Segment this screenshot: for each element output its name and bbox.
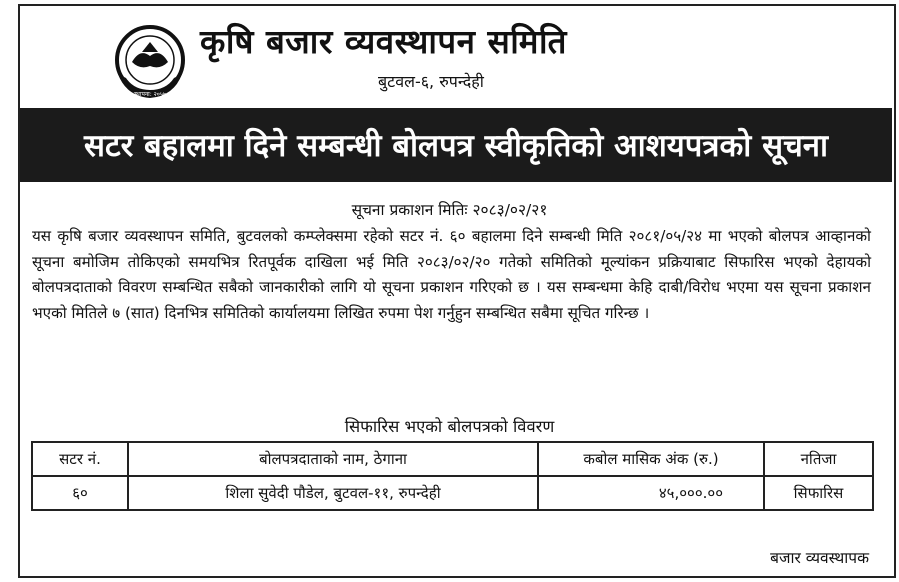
logo-year-text: स्थापना: २०५७ — [133, 91, 167, 98]
organization-name: कृषि बजार व्यवस्थापन समिति — [200, 22, 567, 61]
notice-title-banner — [20, 108, 892, 182]
cell-bidder-name: शिला सुवेदी पौडेल, बुटवल-११, रुपन्देही — [128, 476, 538, 510]
committee-seal-logo — [110, 22, 190, 102]
signature-title: बजार व्यवस्थापक — [770, 549, 869, 567]
publish-date: सूचना प्रकाशन मितिः २०८३/०२/२१ — [351, 201, 548, 219]
table-row — [32, 476, 873, 510]
header-monthly-amount: कबोल मासिक अंक (रु.) — [538, 442, 764, 476]
header-bidder-name: बोलपत्रदाताको नाम, ठेगाना — [128, 442, 538, 476]
organization-location: बुटवल-६, रुपन्देही — [378, 72, 484, 91]
notice-body: यस कृषि बजार व्यवस्थापन समिति, बुटवलको कम्प्लेक्समा रहेको सटर नं. ६० बहालमा दिने सम्बन्धी मिति २०८१/०५/२४ मा भएको बोलपत्र आव्हानको सूचना बमोजिम तोकिएको समयभित्र रितपूर्वक दाखिला भई मिति २०८३/०२/२० गतेको समितिको मूल्यांकन प्रक्रियाबाट सिफारिस भएको देहायको बोलपत्रदाताको विवरण सम्बन्धित सबैको जानकारीको लागि यो सूचना प्रकाशन गरिएको छ । यस सम्बन्धमा केहि दाबी/विरोध भएमा यस सूचना प्रकाशन भएको मितिले ७ (सात) दिनभित्र समितिको कार्यालयमा लिखित रुपमा पेश गर्नुहुन सम्बन्धित सबैमा सूचित गरिन्छ । — [32, 227, 871, 322]
table-header-row — [32, 442, 873, 476]
recommendation-table — [31, 441, 874, 511]
cell-shutter-no: ६० — [32, 476, 128, 510]
table-title: सिफारिस भएको बोलपत्रको विवरण — [344, 417, 555, 436]
cell-monthly-amount: ४५,०००.०० — [538, 476, 764, 510]
cell-result: सिफारिस — [764, 476, 873, 510]
header-shutter-no: सटर नं. — [32, 442, 128, 476]
header-result: नतिजा — [764, 442, 873, 476]
notice-title: सटर बहालमा दिने सम्बन्धी बोलपत्र स्वीकृतिको आशयपत्रको सूचना — [84, 128, 828, 164]
